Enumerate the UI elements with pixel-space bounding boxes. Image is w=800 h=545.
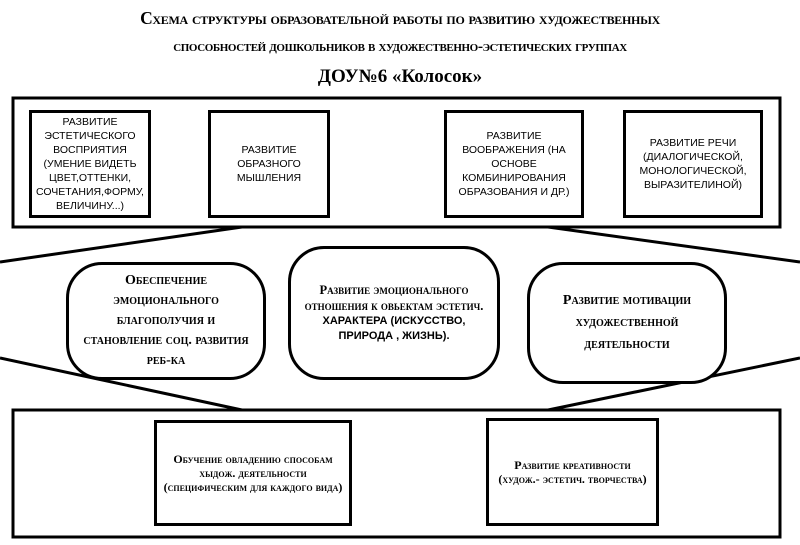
diagram-title-line-3: ДОУ№6 «Колосок» <box>317 66 483 87</box>
band-line-top-right <box>548 227 800 262</box>
middle-box-emotional-attitude <box>288 246 500 380</box>
middle-box-emotional-wellbeing-text: Обеспечение эмоционального благополучия и становление соц. развития реб-ка <box>83 273 249 368</box>
top-box-aesthetic-perception-text: РАЗВИТИЕ ЭСТЕТИЧЕСКОГО ВОСПРИЯТИЯ (УМЕНИЕ ВИДЕТЬ ЦВЕТ,ОТТЕНКИ, СОЧЕТАНИЯ,ФОРМУ, ВЕЛИЧИНУ...) <box>36 116 144 212</box>
top-box-speech <box>623 110 763 218</box>
top-box-imaginative-thinking-text: РАЗВИТИЕ ОБРАЗНОГО МЫШЛЕНИЯ <box>236 144 302 184</box>
middle-box-emotional-wellbeing <box>66 262 266 380</box>
bottom-box-artistic-methods-text: Обучение овладению способам хыдож. деятельности (специфическим для каждого вида) <box>163 452 343 494</box>
middle-box-emotional-attitude-heading: Развитие эмоционального отношения к овьектам эстетич. <box>304 283 484 313</box>
bottom-frame <box>13 410 780 537</box>
band-line-top-left <box>0 227 242 262</box>
middle-box-artistic-motivation-text: Развитие мотивации художественной деятельности <box>562 293 692 352</box>
top-box-speech-text: РАЗВИТИЕ РЕЧИ (ДИАЛОГИЧЕСКОЙ, МОНОЛОГИЧЕСКОЙ, ВЫРАЗИТЕЛИНОЙ) <box>639 137 747 191</box>
bottom-box-creativity-text: Развитие креативности (худож.- эстетич. творчества) <box>498 458 647 486</box>
diagram-title-line-2: способностей дошкольников в художественно-эстетических группах <box>173 38 627 55</box>
bottom-box-creativity <box>486 418 659 526</box>
diagram-title-line-1: Схема структуры образовательной работы по развитию художественных <box>140 8 660 28</box>
top-box-imagination <box>444 110 584 218</box>
top-box-imaginative-thinking <box>208 110 330 218</box>
middle-box-artistic-motivation <box>527 262 727 384</box>
top-box-aesthetic-perception <box>29 110 151 218</box>
bottom-box-artistic-methods <box>154 420 352 526</box>
top-box-imagination-text: РАЗВИТИЕ ВООБРАЖЕНИЯ (НА ОСНОВЕ КОМБИНИРОВАНИЯ ОБРАЗОВАНИЯ И ДР.) <box>458 130 570 198</box>
middle-box-emotional-attitude-subtext: ХАРАКТЕРА (ИСКУССТВО, ПРИРОДА , ЖИЗНЬ). <box>322 315 466 342</box>
